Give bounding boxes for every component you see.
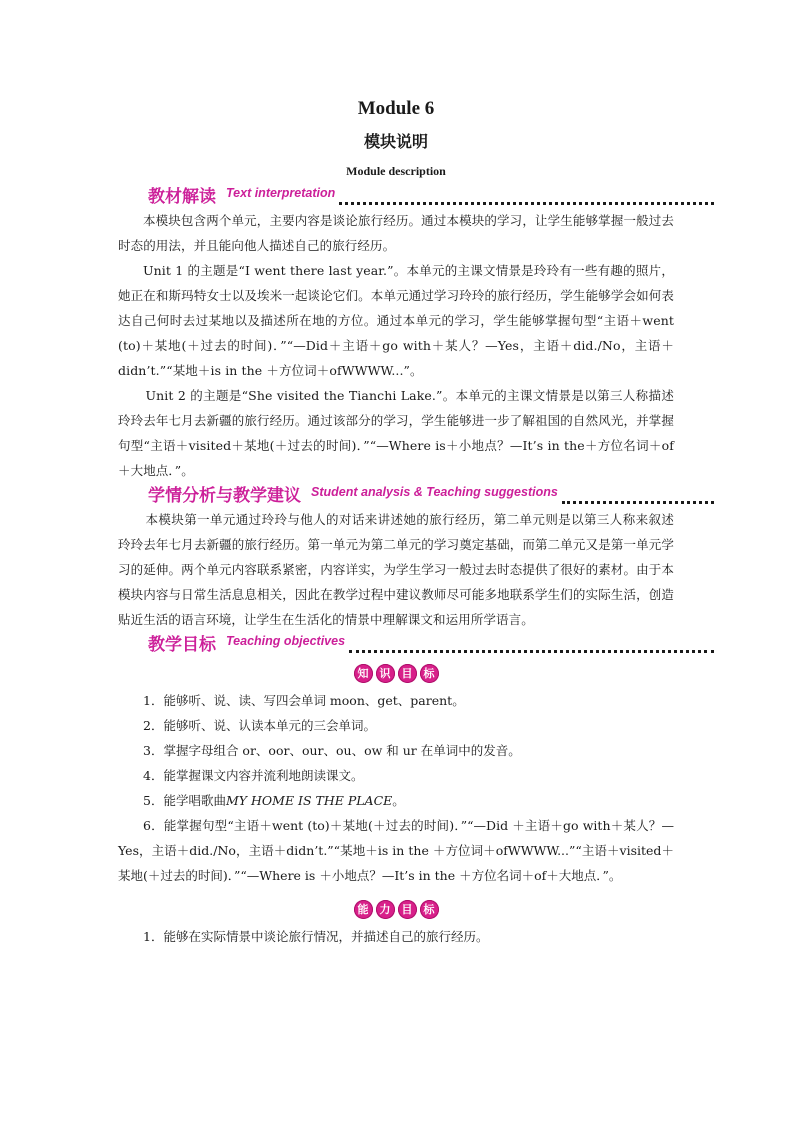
list-item: 1．能够听、说、读、写四会单词 moon、get、parent。 [143,693,465,708]
section-heading-en: Student analysis & Teaching suggestions [311,485,558,499]
badge-char: 标 [420,900,439,919]
page-title: Module 6 [357,98,435,119]
section-heading-cn: 教材解读 [148,187,216,207]
list-item-suffix: 。 [392,793,405,808]
section-heading-teaching-objectives [148,632,714,656]
ability-objectives-badge [118,894,674,924]
list-item: 6．能掌握句型“主语＋went (to)＋某地(＋过去的时间)．”“—Did ＋主语＋go with＋某人？—Yes，主语＋did./No，主语＋didn’t.”“某地＋is in the ＋方位词＋ofWWWW...”“主语＋visited＋某地(＋过去的时间)．”“—Where is ＋小地点？—It’s in the ＋方位名词＋of＋大地点．”。 [118,818,674,883]
badge-char: 目 [398,664,417,683]
list-item: 1．能够在实际情景中谈论旅行情况，并描述自己的旅行经历。 [143,929,489,944]
list-item-prefix: 5．能学唱歌曲 [143,793,226,808]
badge-char: 力 [376,900,395,919]
section-heading-en: Text interpretation [226,186,336,200]
dotted-divider [339,202,714,205]
badge-char: 识 [376,664,395,683]
badge-char: 知 [354,664,373,683]
paragraph: Unit 1 的主题是“I went there last year.”。本单元的主课文情景是玲玲有一些有趣的照片，她正在和斯玛特女士以及埃米一起谈论它们。本单元通过学习玲玲的旅行经历，学生能够学会如何表达自己何时去过某地以及描述所在地的方位。通过本单元的学习，学生能够掌握句型“主语＋went (to)＋某地(＋过去的时间)．”“—Did＋主语＋go with＋某人？—Yes，主语＋did./No，主语＋didn’t.”“某地＋is in the ＋方位词＋ofWWWW...”。 [118,263,674,378]
paragraph: 本模块包含两个单元，主要内容是谈论旅行经历。通过本模块的学习，让学生能够掌握一般过去时态的用法，并且能向他人描述自己的旅行经历。 [118,213,674,253]
dotted-divider [562,501,714,504]
section-heading-text-interpretation [148,184,714,208]
song-title: MY HOME IS THE PLACE [225,793,393,808]
section-heading-cn: 学情分析与教学建议 [148,486,301,506]
list-item: 3．掌握字母组合 or、oor、our、ou、ow 和 ur 在单词中的发音。 [143,743,521,758]
list-item [118,788,674,813]
paragraph: Unit 2 的主题是“She visited the Tianchi Lake.”。本单元的主课文情景是以第三人称描述玲玲去年七月去新疆的旅行经历。通过该部分的学习，学生能够进一步了解祖国的自然风光，并掌握句型“主语＋visited＋某地(＋过去的时间)．”“—Where is＋小地点？—It’s in the＋方位名词＋of＋大地点．”。 [118,388,674,478]
section-heading-student-analysis [148,483,714,507]
knowledge-objectives-badge [118,658,674,688]
section-heading-cn: 教学目标 [148,635,216,655]
badge-char: 标 [420,664,439,683]
list-item: 2．能够听、说、认读本单元的三会单词。 [143,718,376,733]
dotted-divider [349,650,714,653]
paragraph: 本模块第一单元通过玲玲与他人的对话来讲述她的旅行经历，第二单元则是以第三人称来叙述玲玲去年七月去新疆的旅行经历。第一单元为第二单元的学习奠定基础，而第二单元又是第一单元学习的延伸。两个单元内容联系紧密，内容详实，为学生学习一般过去时态提供了很好的素材。由于本模块内容与日常生活息息相关，因此在教学过程中建议教师尽可能多地联系学生们的实际生活，创造贴近生活的语言环境，让学生在生活化的情景中理解课文和运用所学语言。 [118,512,674,627]
badge-char: 目 [398,900,417,919]
page-subtitle: 模块说明 [363,132,428,151]
section-heading-en: Teaching objectives [226,634,346,648]
list-item: 4．能掌握课文内容并流利地朗读课文。 [143,768,364,783]
page-subtitle-en: Module description [346,164,446,178]
badge-char: 能 [354,900,373,919]
document-content [118,96,674,949]
